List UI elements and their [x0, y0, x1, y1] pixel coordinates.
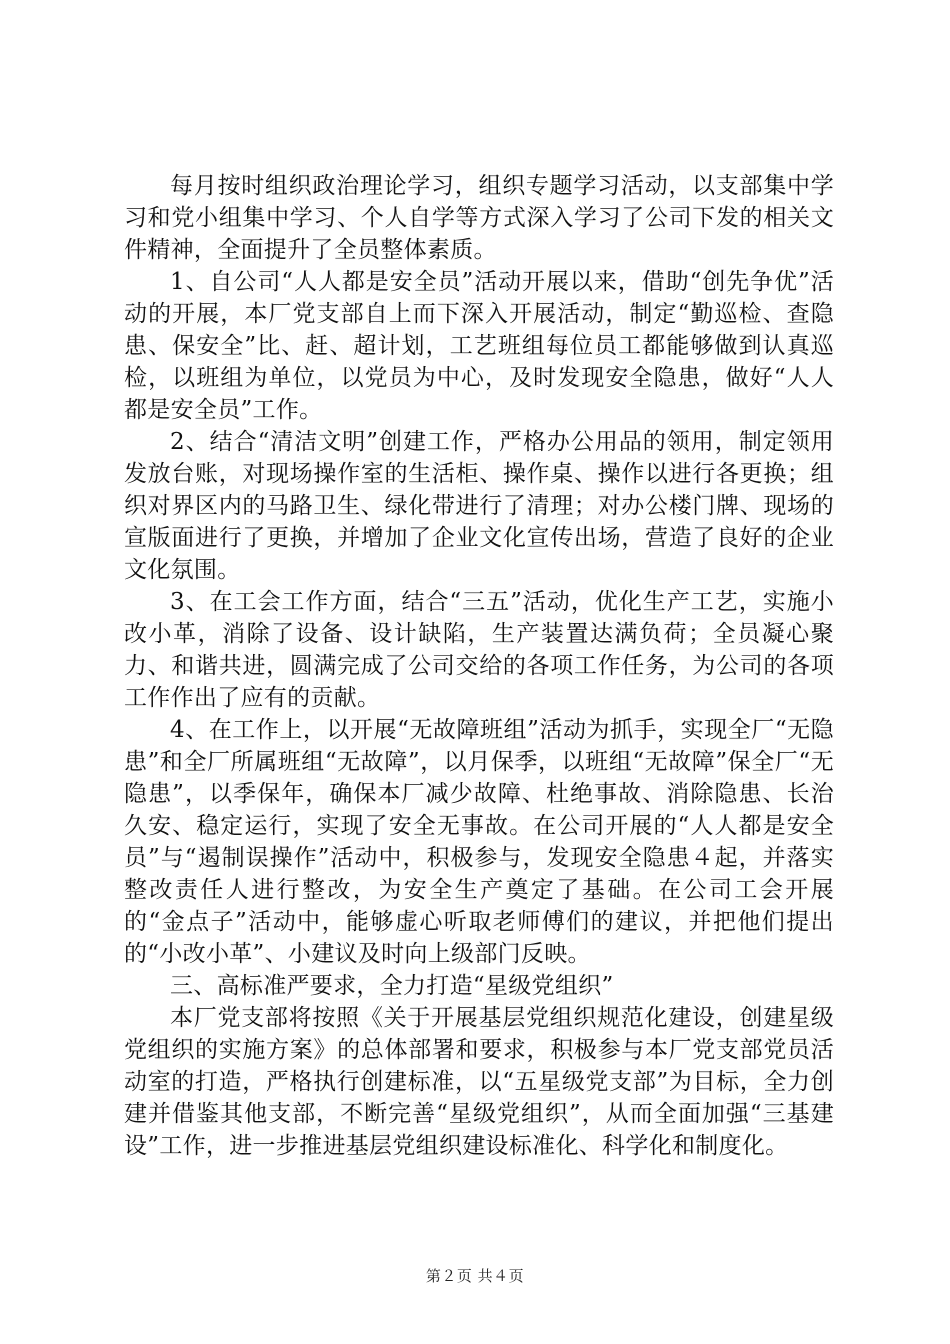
document-body	[124, 170, 834, 1162]
paragraph-item-1: 1、自公司“人人都是安全员”活动开展以来，借助“创先争优”活动的开展，本厂党支部自上而下深入开展活动，制定“勤巡检、查隐患、保安全”比、赶、超计划，工艺班组每位员工都能够做到认真巡检，以班组为单位，以党员为中心，及时发现安全隐患，做好“人人都是安全员”工作。	[124, 269, 834, 423]
paragraph-item-4: 4、在工作上，以开展“无故障班组”活动为抓手，实现全厂“无隐患”和全厂所属班组“无故障”，以月保季，以班组“无故障”保全厂“无隐患”，以季保年，确保本厂减少故障、杜绝事故、消除隐患、长治久安、稳定运行，实现了安全无事故。在公司开展的“人人都是安全员”与“遏制误操作”活动中，积极参与，发现安全隐患４起，并落实整改责任人进行整改，为安全生产奠定了基础。在公司工会开展的“金点子”活动中，能够虚心听取老师傅们的建议，并把他们提出的“小改小革”、小建议及时向上级部门反映。	[124, 717, 834, 967]
paragraph-item-2: 2、结合“清洁文明”创建工作，严格办公用品的领用，制定领用发放台账，对现场操作室的生活柜、操作桌、操作以进行各更换；组织对界区内的马路卫生、绿化带进行了清理；对办公楼门牌、现场的宣版面进行了更换，并增加了企业文化宣传出场，营造了良好的企业文化氛围。	[124, 429, 834, 583]
paragraph-star-organization: 本厂党支部将按照《关于开展基层党组织规范化建设，创建星级党组织的实施方案》的总体部署和要求，积极参与本厂党支部党员活动室的打造，严格执行创建标准，以“五星级党支部”为目标，全力创建并借鉴其他支部，不断完善“星级党组织”，从而全面加强“三基建设”工作，进一步推进基层党组织建设标准化、科学化和制度化。	[124, 1005, 834, 1159]
paragraph-study: 每月按时组织政治理论学习，组织专题学习活动，以支部集中学习和党小组集中学习、个人自学等方式深入学习了公司下发的相关文件精神，全面提升了全员整体素质。	[124, 173, 834, 263]
paragraph-item-3: 3、在工会工作方面，结合“三五”活动，优化生产工艺，实施小改小革，消除了设备、设计缺陷，生产装置达满负荷；全员凝心聚力、和谐共进，圆满完成了公司交给的各项工作任务，为公司的各项工作作出了应有的贡献。	[124, 589, 834, 711]
section-heading-3: 三、高标准严要求，全力打造“星级党组织”	[170, 973, 614, 999]
page-number-footer: 第２页 共４页	[425, 1267, 525, 1285]
